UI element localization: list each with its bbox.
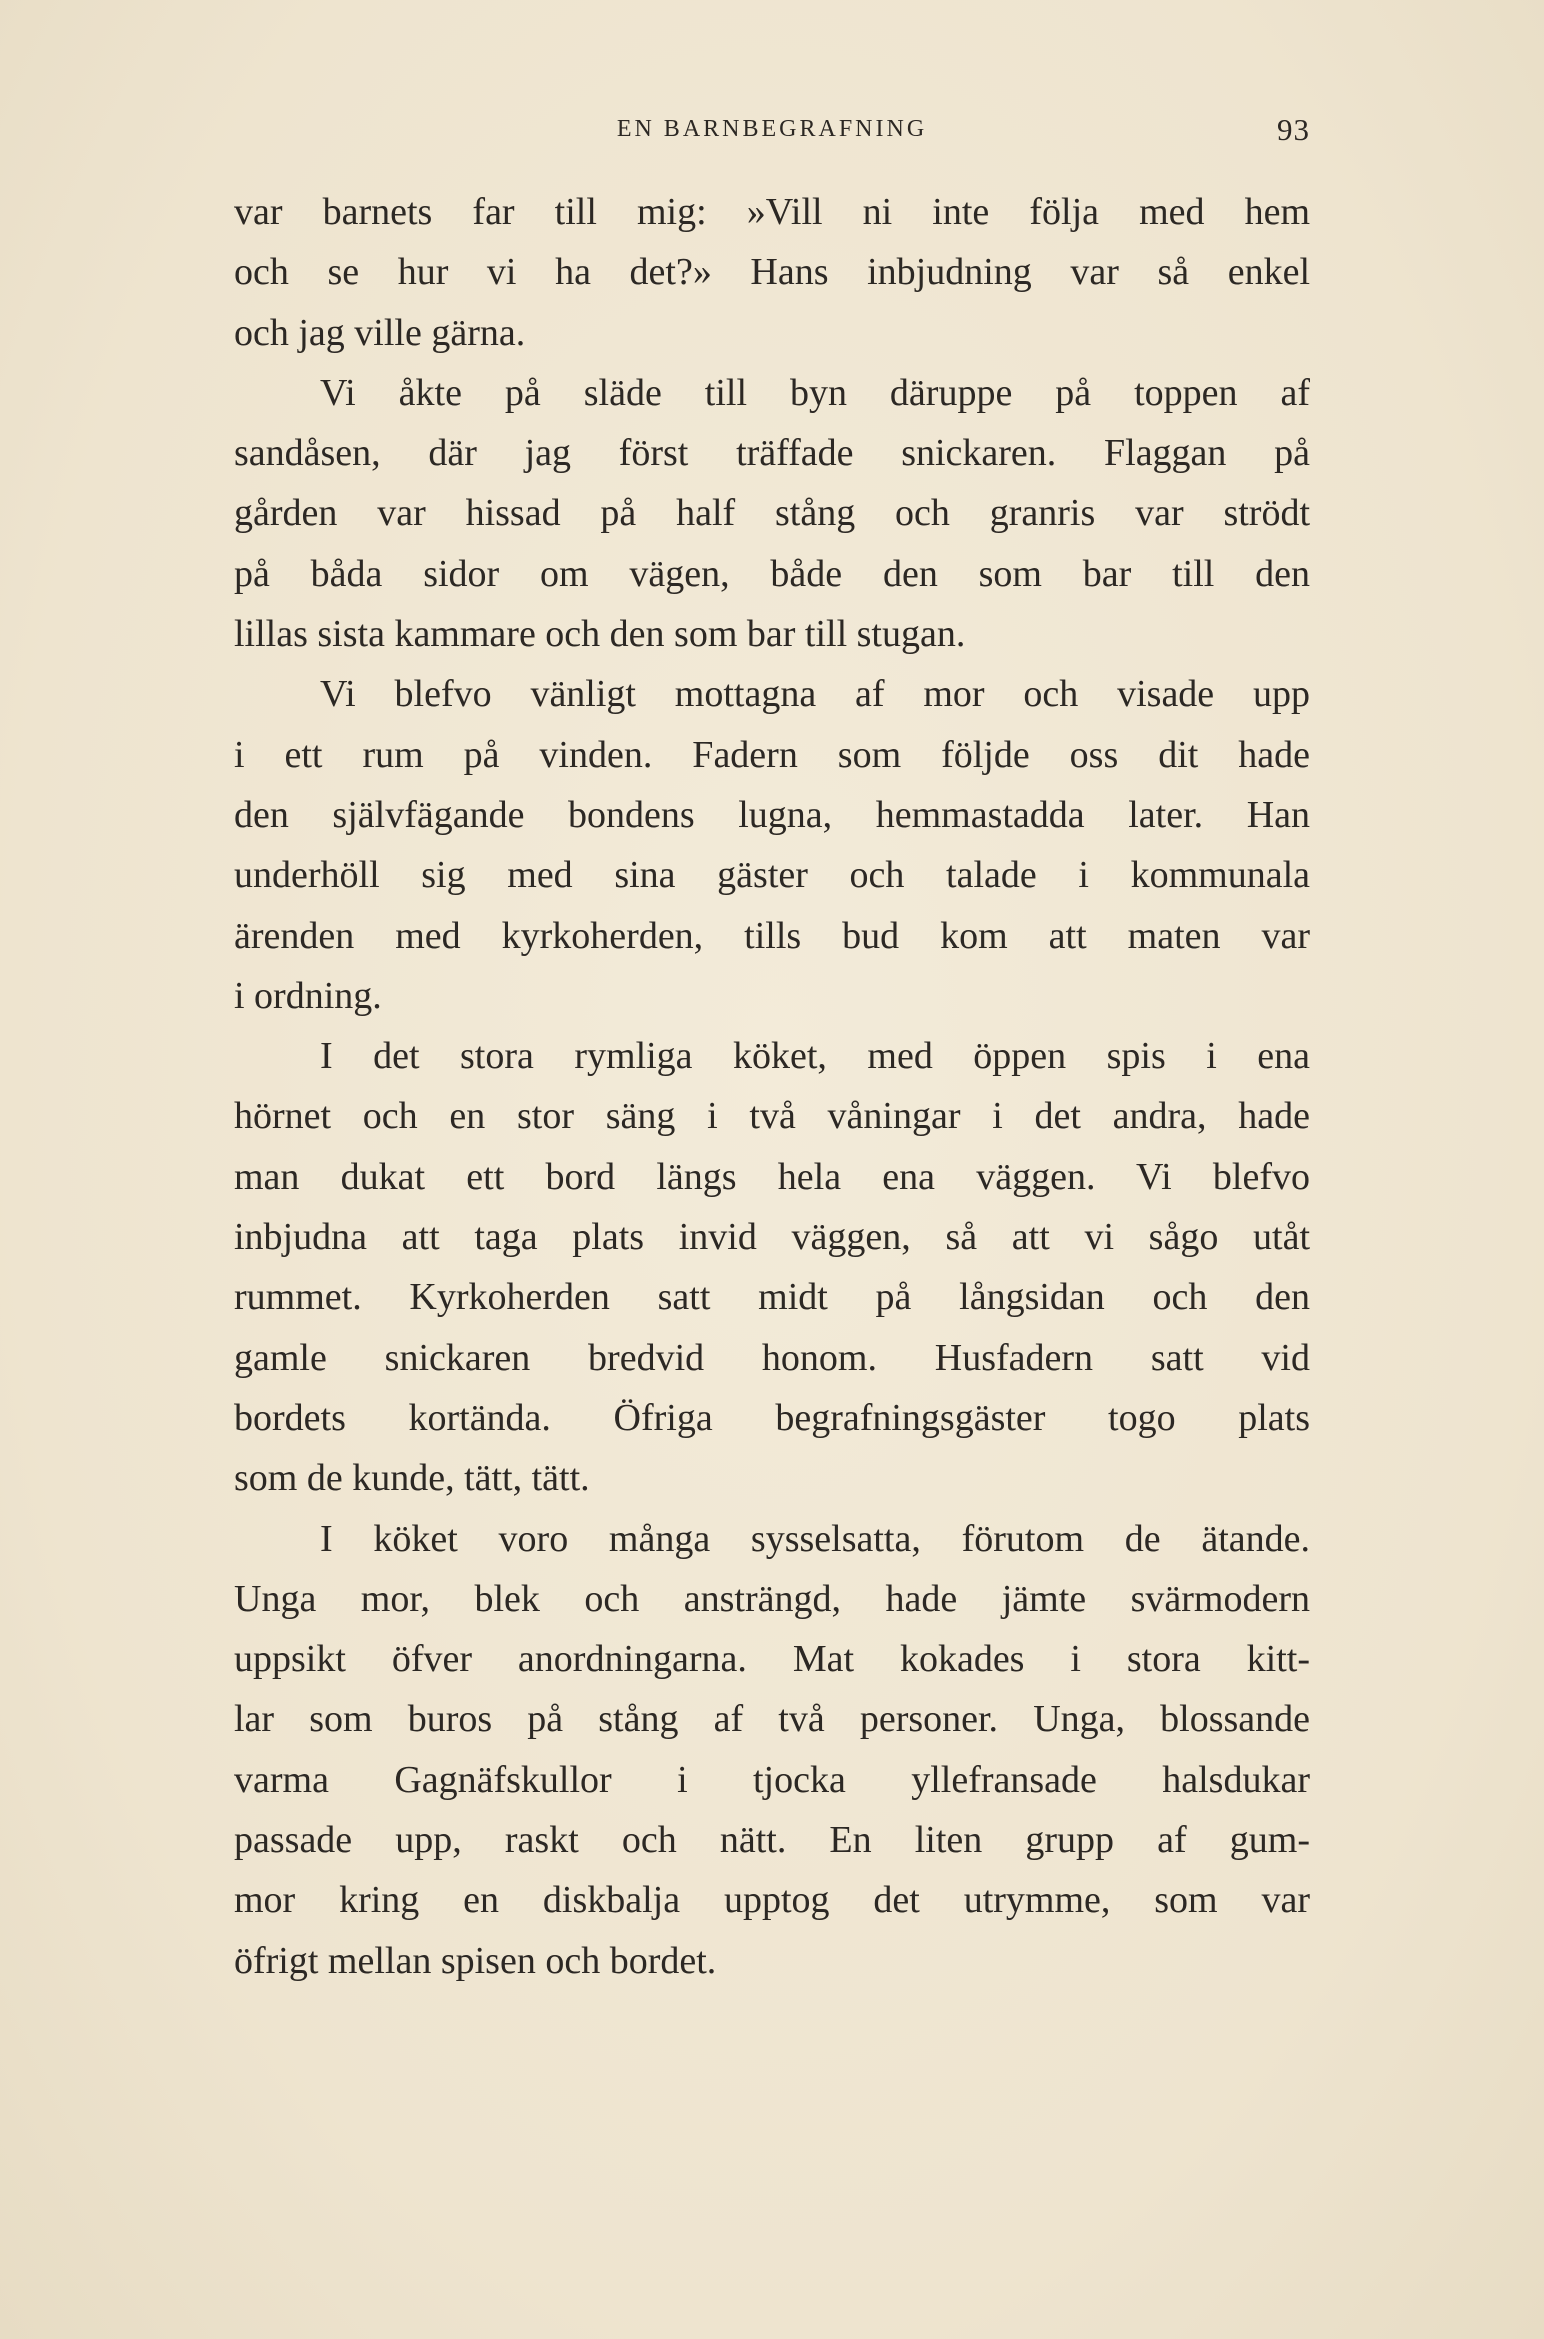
text-line: hörnet och en stor säng i två våningar i det andra, hade — [234, 1095, 1310, 1138]
running-head — [234, 112, 1310, 152]
text-line: rummet. Kyrkoherden satt midt på långsidan och den — [234, 1276, 1310, 1319]
text-line: ärenden med kyrkoherden, tills bud kom att maten var — [234, 914, 1310, 957]
text-line: man dukat ett bord längs hela ena väggen. Vi blefvo — [234, 1155, 1310, 1198]
text-line: uppsikt öfver anordningarna. Mat kokades i stora kitt- — [234, 1638, 1310, 1681]
text-line: i ordning. — [234, 974, 382, 1017]
text-line: Vi åkte på släde till byn däruppe på toppen af — [320, 371, 1310, 414]
text-line: sandåsen, där jag först träffade snickaren. Flaggan på — [234, 432, 1310, 475]
text-line: Vi blefvo vänligt mottagna af mor och visade upp — [320, 673, 1310, 716]
text-line: varma Gagnäfskullor i tjocka yllefransade halsdukar — [234, 1758, 1310, 1801]
text-line: lillas sista kammare och den som bar till stugan. — [234, 613, 966, 656]
page-number: 93 — [1277, 112, 1310, 147]
text-line: som de kunde, tätt, tätt. — [234, 1457, 590, 1500]
text-line: inbjudna att taga plats invid väggen, så att vi sågo utåt — [234, 1216, 1310, 1259]
text-line: I köket voro många sysselsatta, förutom de ätande. — [320, 1517, 1310, 1560]
text-line: gården var hissad på half stång och granris var strödt — [234, 492, 1310, 535]
text-line: Unga mor, blek och ansträngd, hade jämte svärmodern — [234, 1577, 1310, 1620]
text-line: I det stora rymliga köket, med öppen spis i ena — [320, 1035, 1310, 1078]
text-line: den självfägande bondens lugna, hemmastadda later. Han — [234, 793, 1310, 836]
text-line: i ett rum på vinden. Fadern som följde oss dit hade — [234, 733, 1310, 776]
text-line: och se hur vi ha det?» Hans inbjudning var så enkel — [234, 251, 1310, 294]
text-line: underhöll sig med sina gäster och talade i kommunala — [234, 854, 1310, 897]
text-line: var barnets far till mig: »Vill ni inte följa med hem — [234, 191, 1310, 233]
text-line: gamle snickaren bredvid honom. Husfadern satt vid — [234, 1336, 1310, 1379]
body-text — [234, 182, 1310, 1991]
running-title: EN BARNBEGRAFNING — [616, 116, 928, 142]
text-line: lar som buros på stång af två personer. Unga, blossande — [234, 1698, 1310, 1741]
text-line: och jag ville gärna. — [234, 311, 526, 354]
text-line: öfrigt mellan spisen och bordet. — [234, 1939, 717, 1982]
text-line: bordets kortända. Öfriga begrafningsgäster togo plats — [234, 1396, 1310, 1439]
text-line: mor kring en diskbalja upptog det utrymme, som var — [234, 1879, 1310, 1922]
text-line: på båda sidor om vägen, både den som bar till den — [234, 552, 1310, 595]
text-line: passade upp, raskt och nätt. En liten grupp af gum- — [234, 1819, 1310, 1862]
